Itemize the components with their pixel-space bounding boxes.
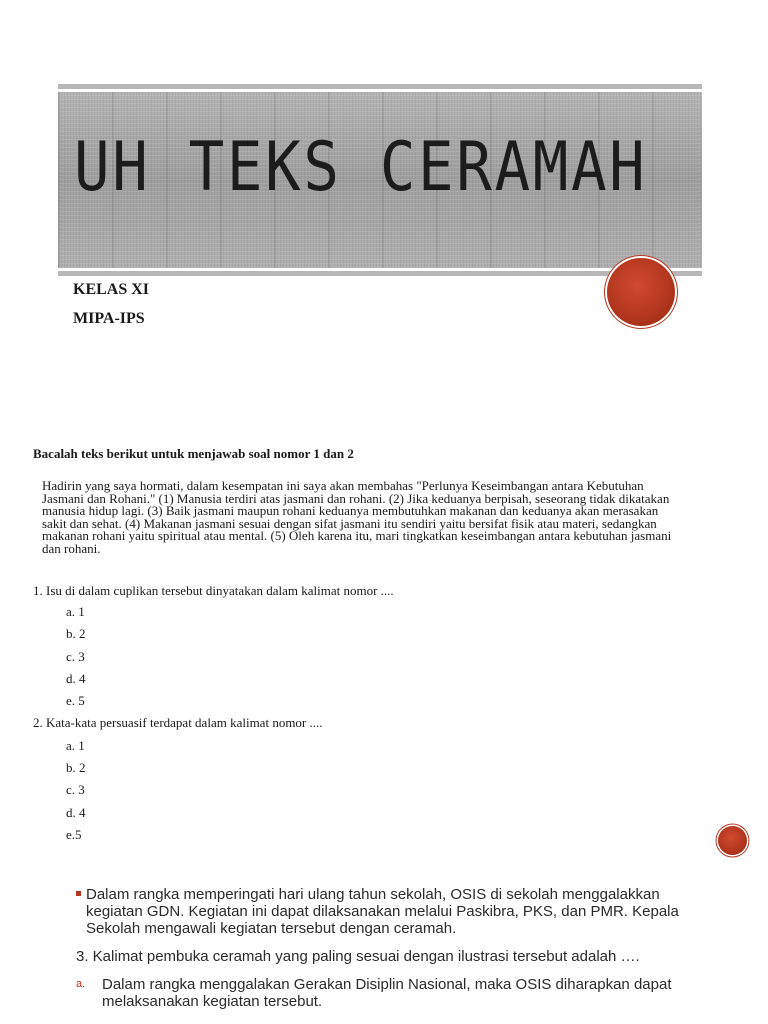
- square-bullet-icon: [76, 891, 81, 896]
- subtitle-class: KELAS XI: [73, 281, 150, 298]
- question-1: 1. Isu di dalam cuplikan tersebut dinyatakan dalam kalimat nomor ....: [33, 583, 394, 598]
- question-3-slide: [0, 872, 768, 1024]
- question-2-option-c: c. 3: [66, 782, 85, 797]
- slide-title: UH TEKS CERAMAH: [74, 128, 648, 207]
- reading-instruction: Bacalah teks berikut untuk menjawab soal nomor 1 dan 2: [33, 446, 354, 461]
- question-2-option-d: d. 4: [66, 805, 86, 820]
- question-2-option-a: a. 1: [66, 738, 85, 753]
- question-2-option-b: b. 2: [66, 760, 86, 775]
- reading-passage: Hadirin yang saya hormati, dalam kesempatan ini saya akan membahas "Perlunya Keseimbangan antara Kebutuhan Jasmani dan Rohani." (1) Manusia terdiri atas jasmani dan rohani. (2) Jika keduanya berpisah, seseorang tidak dikatakan manusia hidup lagi. (3) Baik jasmani maupun rohani keduanya membutuhkan makanan dan keduanya akan merasakan sakit dan sehat. (4) Makanan jasmani sesuai dengan sifat jasmani itu sendiri yaitu bersifat fisik atau materi, sedangkan makanan rohani yaitu spiritual atau mental. (5) Oleh karena itu, mari tingkatkan keseimbangan antara kebutuhan jasmani dan rohani.: [42, 478, 672, 556]
- question-1-option-e: e. 5: [66, 693, 85, 708]
- illustration-text: Dalam rangka memperingati hari ulang tahun sekolah, OSIS di sekolah menggalakkan kegiatan GDN. Kegiatan ini dapat dilaksanakan melalui Paskibra, PKS, dan PMR. Kepala Sekolah mengawali kegiatan tersebut dengan ceramah.: [86, 886, 679, 937]
- answer-letter: a.: [76, 978, 86, 990]
- title-slide: [0, 0, 768, 410]
- questions-slide: [0, 410, 768, 872]
- decorative-circle-icon: [718, 826, 747, 855]
- question-1-option-d: d. 4: [66, 671, 86, 686]
- answer-text: Dalam rangka menggalakan Gerakan Disiplin Nasional, maka OSIS diharapkan dapat melaksanakan kegiatan tersebut.: [102, 976, 672, 1010]
- subtitle-program: MIPA-IPS: [73, 310, 145, 327]
- banner-top-line: [58, 84, 702, 89]
- decorative-circle-icon: [607, 258, 675, 326]
- answer-option-a: [76, 976, 706, 1010]
- illustration-bullet: [76, 886, 696, 937]
- question-3: 3. Kalimat pembuka ceramah yang paling sesuai dengan ilustrasi tersebut adalah ….: [76, 948, 640, 965]
- question-1-option-a: a. 1: [66, 604, 85, 619]
- question-2: 2. Kata-kata persuasif terdapat dalam kalimat nomor ....: [33, 715, 323, 730]
- banner-bottom-line: [58, 271, 702, 276]
- question-2-option-e: e.5: [66, 827, 82, 842]
- question-1-option-c: c. 3: [66, 649, 85, 664]
- question-1-option-b: b. 2: [66, 626, 86, 641]
